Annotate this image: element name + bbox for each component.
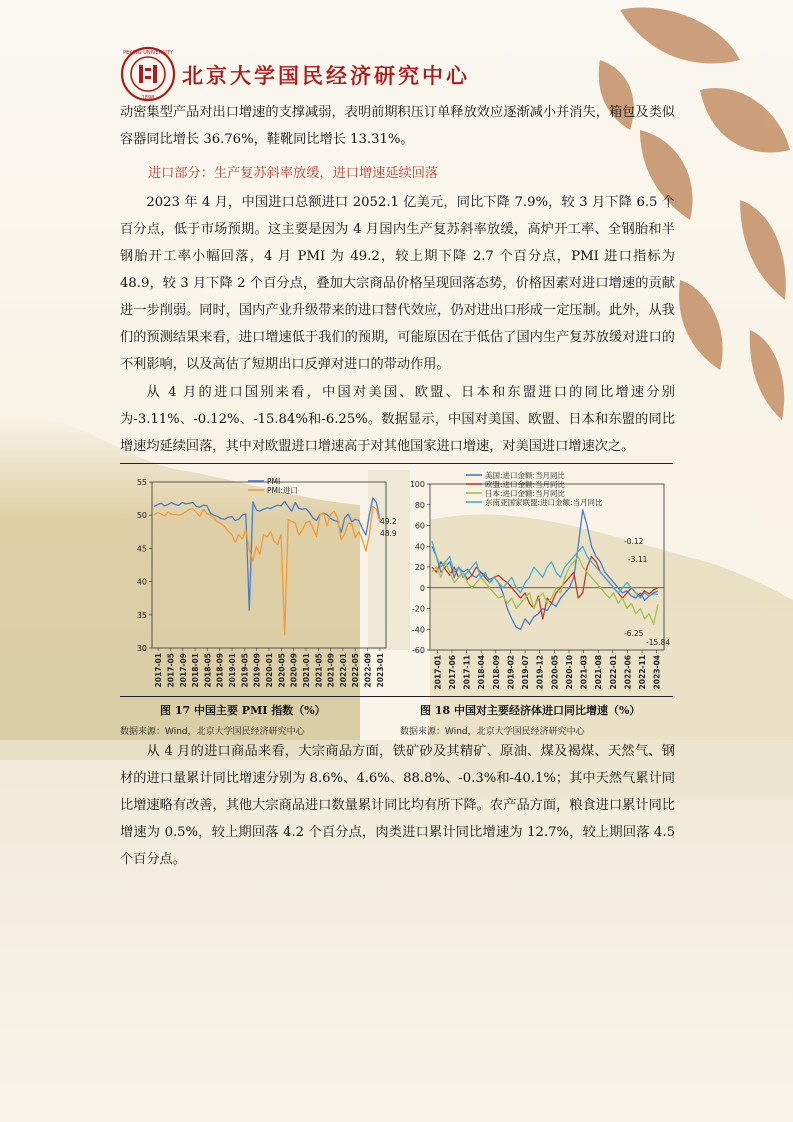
x-tick-label: 2021-01 — [301, 653, 311, 688]
legend-entry: 美国:进口金额:当月同比 — [485, 471, 566, 480]
x-tick-label: 2020-01 — [265, 653, 274, 688]
x-tick-label: 2022-01 — [608, 655, 618, 690]
paragraph-export-tail: 动密集型产品对出口增速的支撑减弱，表明前期积压订单释放效应逐渐减小并消失，箱包及类似容器同比增长 36.76%，鞋靴同比增长 13.31%。 — [120, 105, 675, 147]
legend-entry: 东南亚国家联盟:进口金额:当月同比 — [485, 498, 603, 507]
plot-frame — [152, 482, 386, 648]
x-tick-label: 2022-11 — [638, 655, 648, 690]
x-tick-label: 2023-01 — [375, 653, 385, 688]
y-tick-label: 40 — [414, 542, 425, 552]
y-tick-label: 80 — [414, 500, 425, 510]
y-tick-label: -40 — [411, 625, 425, 635]
x-tick-label: 2023-04 — [652, 655, 662, 690]
org-name: 北京大学国民经济研究中心 — [182, 64, 470, 88]
y-tick-label: -20 — [411, 604, 425, 614]
y-tick-label: 40 — [136, 577, 147, 587]
x-tick-label: 2017-05 — [166, 653, 176, 688]
x-tick-label: 2021-05 — [314, 653, 324, 688]
figure-18-caption: 图 18 中国对主要经济体进口同比增速（%） — [420, 704, 641, 717]
series-end-label: 49.2 — [380, 517, 397, 526]
paragraph-import-commodities: 从 4 月的进口商品来看，大宗商品方面，铁矿砂及其精矿、原油、煤及褐煤、天然气、钢材的进口量累计同比增速分别为 8.6%、4.6%、88.8%、-0.3%和-40.1%；其中天然气累计同比增速略有改善，其他大宗商品进口数量累计同比均有所下降。农产品方面，粮食进口累计同比增速为 0.5%，较上期回落 4.2 个百分点，肉类进口累计同比增速为 12.7%，较上期回落 4.5 个百分点。 — [120, 744, 675, 867]
x-tick-label: 2022-06 — [623, 655, 633, 690]
x-tick-label: 2020-09 — [289, 653, 299, 688]
y-tick-label: 0 — [419, 583, 425, 593]
x-tick-label: 2019-01 — [228, 653, 238, 688]
logo-lettering: PEKING UNIVERSITY — [123, 50, 173, 56]
university-logo — [120, 46, 176, 102]
section-heading-import: 进口部分：生产复苏斜率放缓，进口增速延续回落 — [148, 166, 439, 181]
x-tick-label: 2017-01 — [154, 653, 164, 688]
pmi-chart — [122, 468, 398, 694]
x-tick-label: 2021-09 — [326, 653, 336, 688]
x-tick-label: 2022-05 — [351, 653, 361, 688]
legend-entry: 欧盟:进口金额:当月同比 — [485, 480, 566, 489]
figure-17-caption: 图 17 中国主要 PMI 指数（%） — [160, 704, 326, 717]
series-line-0 — [154, 498, 380, 610]
x-tick-label: 2017-09 — [178, 653, 188, 688]
figure-top-rule — [120, 463, 673, 464]
series-end-label: -3.11 — [628, 555, 648, 564]
y-tick-label: -60 — [411, 646, 425, 655]
x-tick-label: 2017-01 — [433, 655, 443, 690]
series-end-label: -15.84 — [646, 638, 671, 647]
x-tick-label: 2018-04 — [477, 655, 487, 690]
y-tick-label: 35 — [136, 610, 147, 620]
legend-entry: PMI:进口 — [267, 486, 298, 495]
series-line-1 — [154, 507, 380, 635]
figure-17-source: 数据来源：Wind，北京大学国民经济研究中心 — [120, 727, 305, 737]
series-end-label: -0.12 — [624, 537, 644, 546]
y-tick-label: 45 — [136, 544, 147, 554]
x-tick-label: 2021-08 — [594, 655, 604, 690]
x-tick-label: 2022-09 — [363, 653, 373, 688]
x-tick-label: 2018-09 — [491, 655, 501, 690]
x-tick-label: 2020-10 — [564, 655, 574, 690]
x-tick-label: 2022-01 — [338, 653, 348, 688]
x-tick-label: 2019-09 — [252, 653, 262, 688]
figure-18-source: 数据来源：Wind，北京大学国民经济研究中心 — [400, 727, 585, 737]
x-tick-label: 2018-09 — [215, 653, 225, 688]
x-tick-label: 2017-11 — [462, 655, 472, 690]
y-tick-label: 30 — [136, 644, 147, 653]
x-tick-label: 2019-12 — [535, 655, 545, 690]
series-line-2 — [432, 557, 658, 625]
logo-year: 1898 — [141, 95, 155, 101]
x-tick-label: 2018-01 — [191, 653, 201, 688]
paragraph-import-overview: 2023 年 4 月，中国进口总额进口 2052.1 亿美元，同比下降 7.9%，较 3 月下降 6.5 个百分点，低于市场预期。这主要是因为 4 月国内生产复苏斜率放缓，高炉开工率、全钢胎和半钢胎开工率小幅回落，4 月 PMI 为 49.2，较上期下降 2.7 个百分点，PMI 进口指标为 48.9，较 3 月下降 2 个百分点，叠加大宗商品价格呈现回落态势，价格因素对进口增速的贡献进一步削弱。同时，国内产业升级带来的进口替代效应，仍对进出口形成一定压制。此外，从我们的预测结果来看，进口增速低于我们的预期，可能原因在于低估了国内生产复苏放缓对进口的不利影响，以及高估了短期出口反弹对进口的带动作用。 — [120, 195, 675, 372]
x-tick-label: 2017-06 — [447, 655, 457, 690]
x-tick-label: 2021-03 — [579, 655, 589, 690]
import-growth-chart — [398, 468, 674, 694]
x-tick-label: 2020-05 — [550, 655, 560, 690]
x-tick-label: 2019-05 — [240, 653, 250, 688]
legend-entry: 日本:进口金额:当月同比 — [485, 489, 566, 498]
y-tick-label: 50 — [136, 511, 147, 521]
series-end-label: 48.9 — [380, 529, 397, 538]
x-tick-label: 2020-05 — [277, 653, 287, 688]
x-tick-label: 2018-05 — [203, 653, 213, 688]
x-tick-label: 2019-07 — [521, 655, 531, 690]
y-tick-label: 100 — [409, 480, 425, 489]
y-tick-label: 60 — [414, 521, 425, 531]
y-tick-label: 55 — [136, 478, 147, 487]
y-tick-label: 20 — [414, 563, 425, 572]
series-end-label: -6.25 — [624, 629, 644, 638]
x-tick-label: 2019-02 — [506, 655, 516, 690]
paragraph-import-by-country: 从 4 月的进口国别来看，中国对美国、欧盟、日本和东盟进口的同比增速分别为-3.11%、-0.12%、-15.84%和-6.25%。数据显示，中国对美国、欧盟、日本和东盟的同比增速均延续回落，其中对欧盟进口增速高于对其他国家进口增速，对美国进口增速次之。 — [120, 385, 675, 454]
figure-bottom-rule — [120, 696, 673, 697]
legend-entry: PMI — [267, 477, 281, 486]
